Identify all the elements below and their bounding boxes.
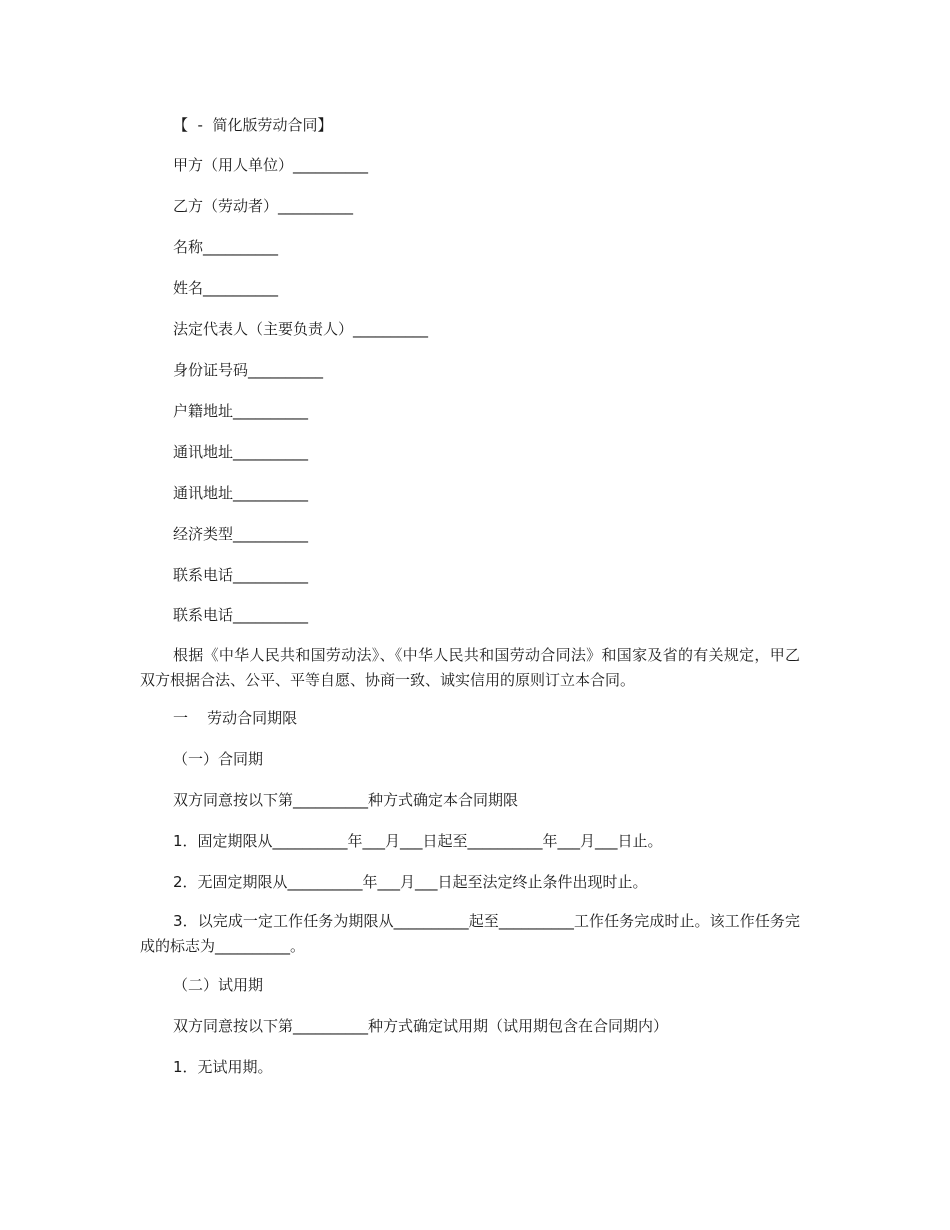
subsection-heading-contract-period: （一）合同期 xyxy=(173,750,264,768)
document-title: 【 - 简化版劳动合同】 xyxy=(173,116,333,134)
party-a-field: 甲方（用人单位）__________ xyxy=(173,156,369,174)
section-heading-term: 一 劳动合同期限 xyxy=(173,709,298,727)
phone-field-2: 联系电话__________ xyxy=(173,606,309,624)
phone-field-1: 联系电话__________ xyxy=(173,566,309,584)
probation-intro-text: 双方同意按以下第__________种方式确定试用期（试用期包含在合同期内） xyxy=(173,1017,669,1035)
id-number-field: 身份证号码__________ xyxy=(173,361,324,379)
mail-address-field-1: 通讯地址__________ xyxy=(173,443,309,461)
term-option-task-based: 3．以完成一定工作任务为期限从__________起至__________工作任务完成时止。该工作任务完成的标志为__________。 xyxy=(140,912,800,955)
term-option-fixed: 1．固定期限从__________年___月___日起至__________年___月___日止。 xyxy=(173,832,663,850)
org-name-field: 名称__________ xyxy=(173,238,279,256)
household-address-field: 户籍地址__________ xyxy=(173,402,309,420)
subsection-heading-probation: （二）试用期 xyxy=(173,976,264,994)
preamble-paragraph: 根据《中华人民共和国劳动法》、《中华人民共和国劳动合同法》和国家及省的有关规定，甲乙双方根据合法、公平、平等自愿、协商一致、诚实信用的原则订立本合同。 xyxy=(140,646,800,689)
economic-type-field: 经济类型__________ xyxy=(173,525,309,543)
legal-representative-field: 法定代表人（主要负责人）__________ xyxy=(173,320,429,338)
probation-option-none: 1．无试用期。 xyxy=(173,1058,273,1076)
term-option-open-ended: 2．无固定期限从__________年___月___日起至法定终止条件出现时止。 xyxy=(173,873,648,891)
party-b-field: 乙方（劳动者）__________ xyxy=(173,197,354,215)
term-intro-text: 双方同意按以下第__________种方式确定本合同期限 xyxy=(173,791,519,809)
mail-address-field-2: 通讯地址__________ xyxy=(173,484,309,502)
person-name-field: 姓名__________ xyxy=(173,279,279,297)
